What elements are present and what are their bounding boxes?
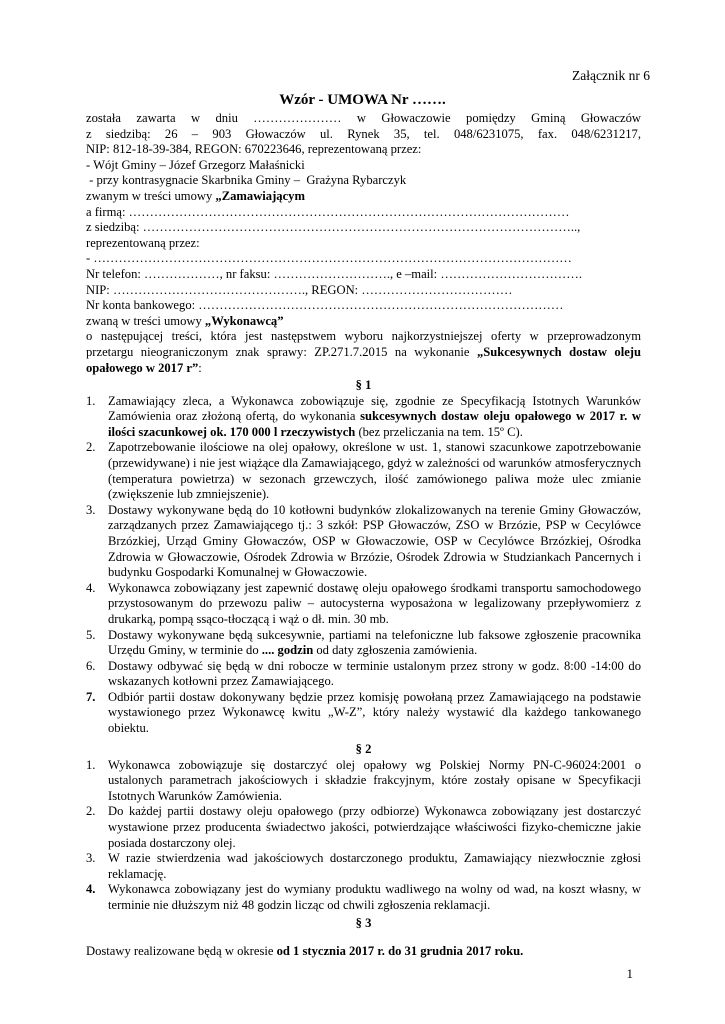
list-number: 5. (86, 627, 96, 642)
item-text: od daty zgłoszenia zamówienia. (313, 643, 478, 658)
list-item (86, 851, 641, 882)
item-text: Zapotrzebowanie ilościowe na olej opałowy, określone w ust. 1, stanowi szacunkowe zapotrzebowanie (przewidywane) i nie jest wiążące dla Zamawiającego, gdyż w zależności od warunków atmosferycznych (temperatura powietrza) w sezonach grzewczych, ilość zamówionego paliwa może ulec zmianie (zwiększenie lub zmniejszenie). (108, 440, 641, 502)
list-item (86, 440, 641, 502)
section-heading: § 2 (355, 742, 372, 756)
item-text: W razie stwierdzenia wad jakościowych dostarczonego produktu, Zamawiający niezwłocznie zgłosi reklamację. (108, 851, 641, 881)
item-text: Odbiór partii dostaw dokonywany będzie przez komisję powołaną przez Zamawiającego na podstawie wystawionego przez Wykonawcę kwitu „W-Z”, który należy wystawić dla każdego tankowanego obiektu. (108, 689, 641, 736)
contact-fields: Nr telefon: ………………, nr faksu: ………………………., e –mail: ……………………………. (86, 266, 583, 281)
contractor-name-field: a firmą: …………………………………………………………………………………………… (86, 204, 570, 219)
contract-period: od 1 stycznia 2017 r. do 31 grudnia 2017 roku. (276, 944, 524, 959)
contract-subject: „Sukcesywnych dostaw oleju (477, 344, 641, 359)
section-heading: § 3 (355, 916, 372, 930)
contractor-term: „Wykonawcą” (204, 313, 284, 328)
list-item (86, 581, 641, 628)
list-item (86, 758, 641, 805)
intro-line: - Wójt Gminy – Józef Grzegorz Małaśnicki (86, 157, 305, 172)
item-text: Dostawy wykonywane będą do 10 kotłowni budynków zlokalizowanych na terenie Gminy Głowaczów, zarządzanych przez Zamawiającego tj.: 3 szkół: PSP Głowaczów, ZSO w Brzózie, PSP w Cecylówce Brzózkiej, Urząd Gminy Głowaczów, OSP w Głowaczowie, OSP w Cecylówce Brzózkiej, Ośrodka Zdrowia w Głowaczowie, Ośrodek Zdrowia w Brzózie, Ośrodek Zdrowia w Studziankach Pancernych i budynku Gospodarki Komunalnej w Głowaczowie. (108, 502, 641, 580)
list-item (86, 659, 641, 690)
intro-text: : (198, 360, 202, 375)
intro-text: przetargu nieograniczonym znak sprawy: ZP.271.7.2015 na wykonanie (86, 344, 477, 359)
item-text-bold: sukcesywnych dostaw oleju opałowego w 2017 r. w ilości szacunkowej ok. 170 000 l rzeczywistych (108, 409, 641, 439)
intro-line: - przy kontrasygnacie Skarbnika Gminy – Grażyna Rybarczyk (86, 173, 407, 188)
list-item (86, 503, 641, 581)
item-text: Dostawy wykonywane będą sukcesywnie, partiami na telefoniczne lub faksowe zgłoszenie pracownika Urzędu Gminy, w terminie do (108, 627, 641, 658)
bank-account-field: Nr konta bankowego: …………………………………………………………………………… (86, 298, 564, 313)
intro-line (86, 345, 641, 361)
intro-text: zwaną w treści umowy (86, 313, 205, 328)
list-number: 1. (86, 757, 96, 772)
item-text: Wykonawca zobowiązuje się dostarczyć olej opałowy wg Polskiej Normy PN-C-96024:2001 o ustalonych parametrach jakościowych i składzie frakcyjnym, które zostały opisane w Specyfikacji Istotnych Warunków Zamówienia. (108, 757, 641, 803)
section-1 (86, 378, 641, 737)
intro-line: o następującej treści, która jest następstwem wyboru najkorzystniejszej oferty w przeprowadzonym (86, 329, 641, 344)
contract-parties (86, 111, 641, 376)
page-number: 1 (626, 966, 633, 981)
item-text: (bez przeliczania na tem. 15º C). (355, 424, 523, 439)
section-1-list (86, 394, 641, 737)
list-number: 2. (86, 440, 96, 455)
intro-line (86, 314, 641, 330)
list-number: 1. (86, 393, 96, 408)
annex-label: Załącznik nr 6 (572, 68, 650, 83)
section-3 (86, 916, 641, 972)
item-text: Do każdej partii dostawy oleju opałowego (przy odbiorze) Wykonawca zobowiązany jest dostarczyć wystawione przez producenta świadectwo jakości, potwierdzające właściwości fizyko-chemiczne jakie posiada dostarczony olej. (108, 804, 641, 850)
item-text: Dostawy odbywać się będą w dni robocze w terminie ustalonym przez strony w godz. 8:00 -14:00 do wskazanych kotłowni przez Zamawiającego. (108, 658, 641, 689)
section-2-list (86, 758, 641, 914)
list-item (86, 394, 641, 441)
intro-line: reprezentowaną przez: (86, 235, 200, 250)
list-number: 6. (86, 658, 96, 673)
list-number: 4. (86, 882, 96, 897)
intro-line: została zawarta w dniu ………………… w Głowaczowie pomiędzy Gminą Głowaczów (86, 111, 641, 125)
intro-text: zwanym w treści umowy (86, 188, 216, 203)
item-text: Wykonawca zobowiązany jest zapewnić dostawę oleju opałowego środkami transportu samochodowego przystosowanym do przewozu paliw – autocysterna wyposażona w legalizowany przepływomierz z drukarką, pompą ssąco-tłoczącą i wąż o dł. min. 30 mb. (108, 580, 641, 626)
section-3-text (86, 944, 641, 960)
section-2 (86, 742, 641, 914)
item-text: Wykonawca zobowiązany jest do wymiany produktu wadliwego na wolny od wad, na koszt własny, w terminie nie dłuższym niż 48 godzin licząc od chwili zgłoszenia reklamacji. (108, 882, 641, 912)
contractor-address-field: z siedzibą: ………………………………………………………………………………………….., (86, 220, 581, 235)
nip-regon-fields: NIP: ………………………………………., REGON: ……………………………… (86, 282, 513, 297)
list-number: 2. (86, 804, 96, 819)
list-item (86, 690, 641, 737)
item-text: Zamawiający zleca, a Wykonawca zobowiązuje się, zgodnie ze Specyfikacją Istotnych Warunków Zamówienia oraz złożoną ofertą, do wykonania (108, 393, 641, 424)
intro-line: NIP: 812-18-39-384, REGON: 670223646, reprezentowaną przez: (86, 142, 422, 157)
representative-field: - …………………………………………………………………………………………………… (86, 251, 572, 266)
item-text: Dostawy realizowane będą w okresie (86, 944, 277, 959)
intro-line (86, 361, 641, 377)
list-number: 7. (86, 689, 96, 704)
item-text-bold: .... godzin (261, 643, 314, 658)
list-item (86, 628, 641, 659)
list-number: 3. (86, 502, 96, 517)
list-item (86, 804, 641, 851)
intro-line: z siedzibą: 26 – 903 Głowaczów ul. Rynek 35, tel. 048/6231075, fax. 048/6231217, (86, 126, 641, 141)
list-item (86, 882, 641, 913)
intro-line (86, 189, 641, 205)
contract-subject: opałowego w 2017 r” (86, 360, 199, 375)
list-number: 3. (86, 851, 96, 866)
list-number: 4. (86, 580, 96, 595)
document-title: Wzór - UMOWA Nr ……. (279, 92, 446, 108)
section-heading: § 1 (355, 378, 372, 392)
ordering-party-term: „Zamawiającym (215, 188, 305, 203)
